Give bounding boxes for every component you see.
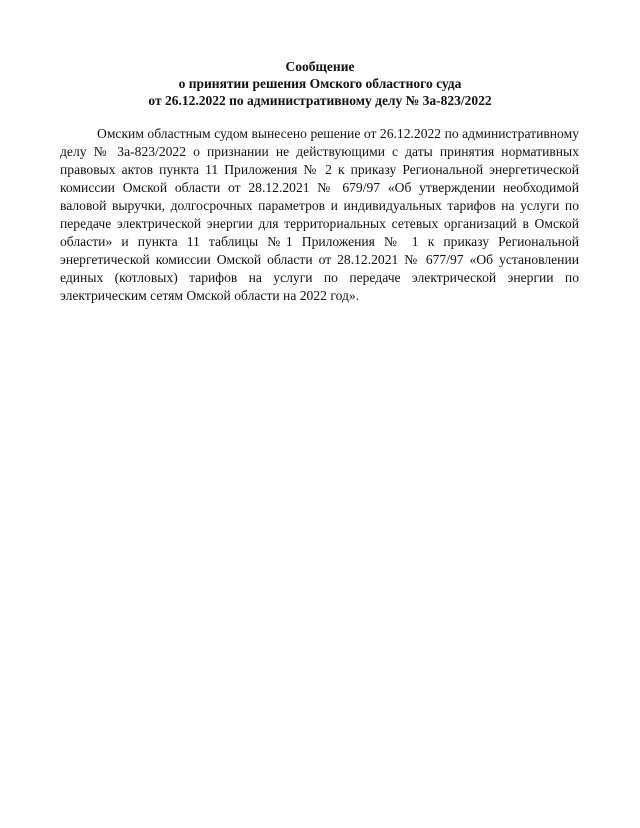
heading-case-line: от 26.12.2022 по административному делу № 3а-823/2022 <box>148 93 492 108</box>
heading-title: Сообщение <box>285 59 355 74</box>
heading-subtitle: о принятии решения Омского областного суда <box>178 76 462 91</box>
body-paragraph: Омским областным судом вынесено решение от 26.12.2022 по административному делу № 3а-823/2022 о признании не действующими с даты принятия нормативных правовых актов пункта 11 Приложения № 2 к приказу Региональной энергетической комиссии Омской области от 28.12.2021 № 679/97 «Об утверждении необходимой валовой выручки, долгосрочных параметров и индивидуальных тарифов на услуги по передаче электрической энергии для территориальных сетевых организаций в Омской области» и пункта 11 таблицы №1 Приложения № 1 к приказу Региональной энергетической комиссии Омской области от 28.12.2021 № 677/97 «Об установлении единых (котловых) тарифов на услуги по передаче электрической энергии по электрическим сетям Омской области на 2022 год». <box>60 126 579 303</box>
document-heading <box>60 58 580 109</box>
